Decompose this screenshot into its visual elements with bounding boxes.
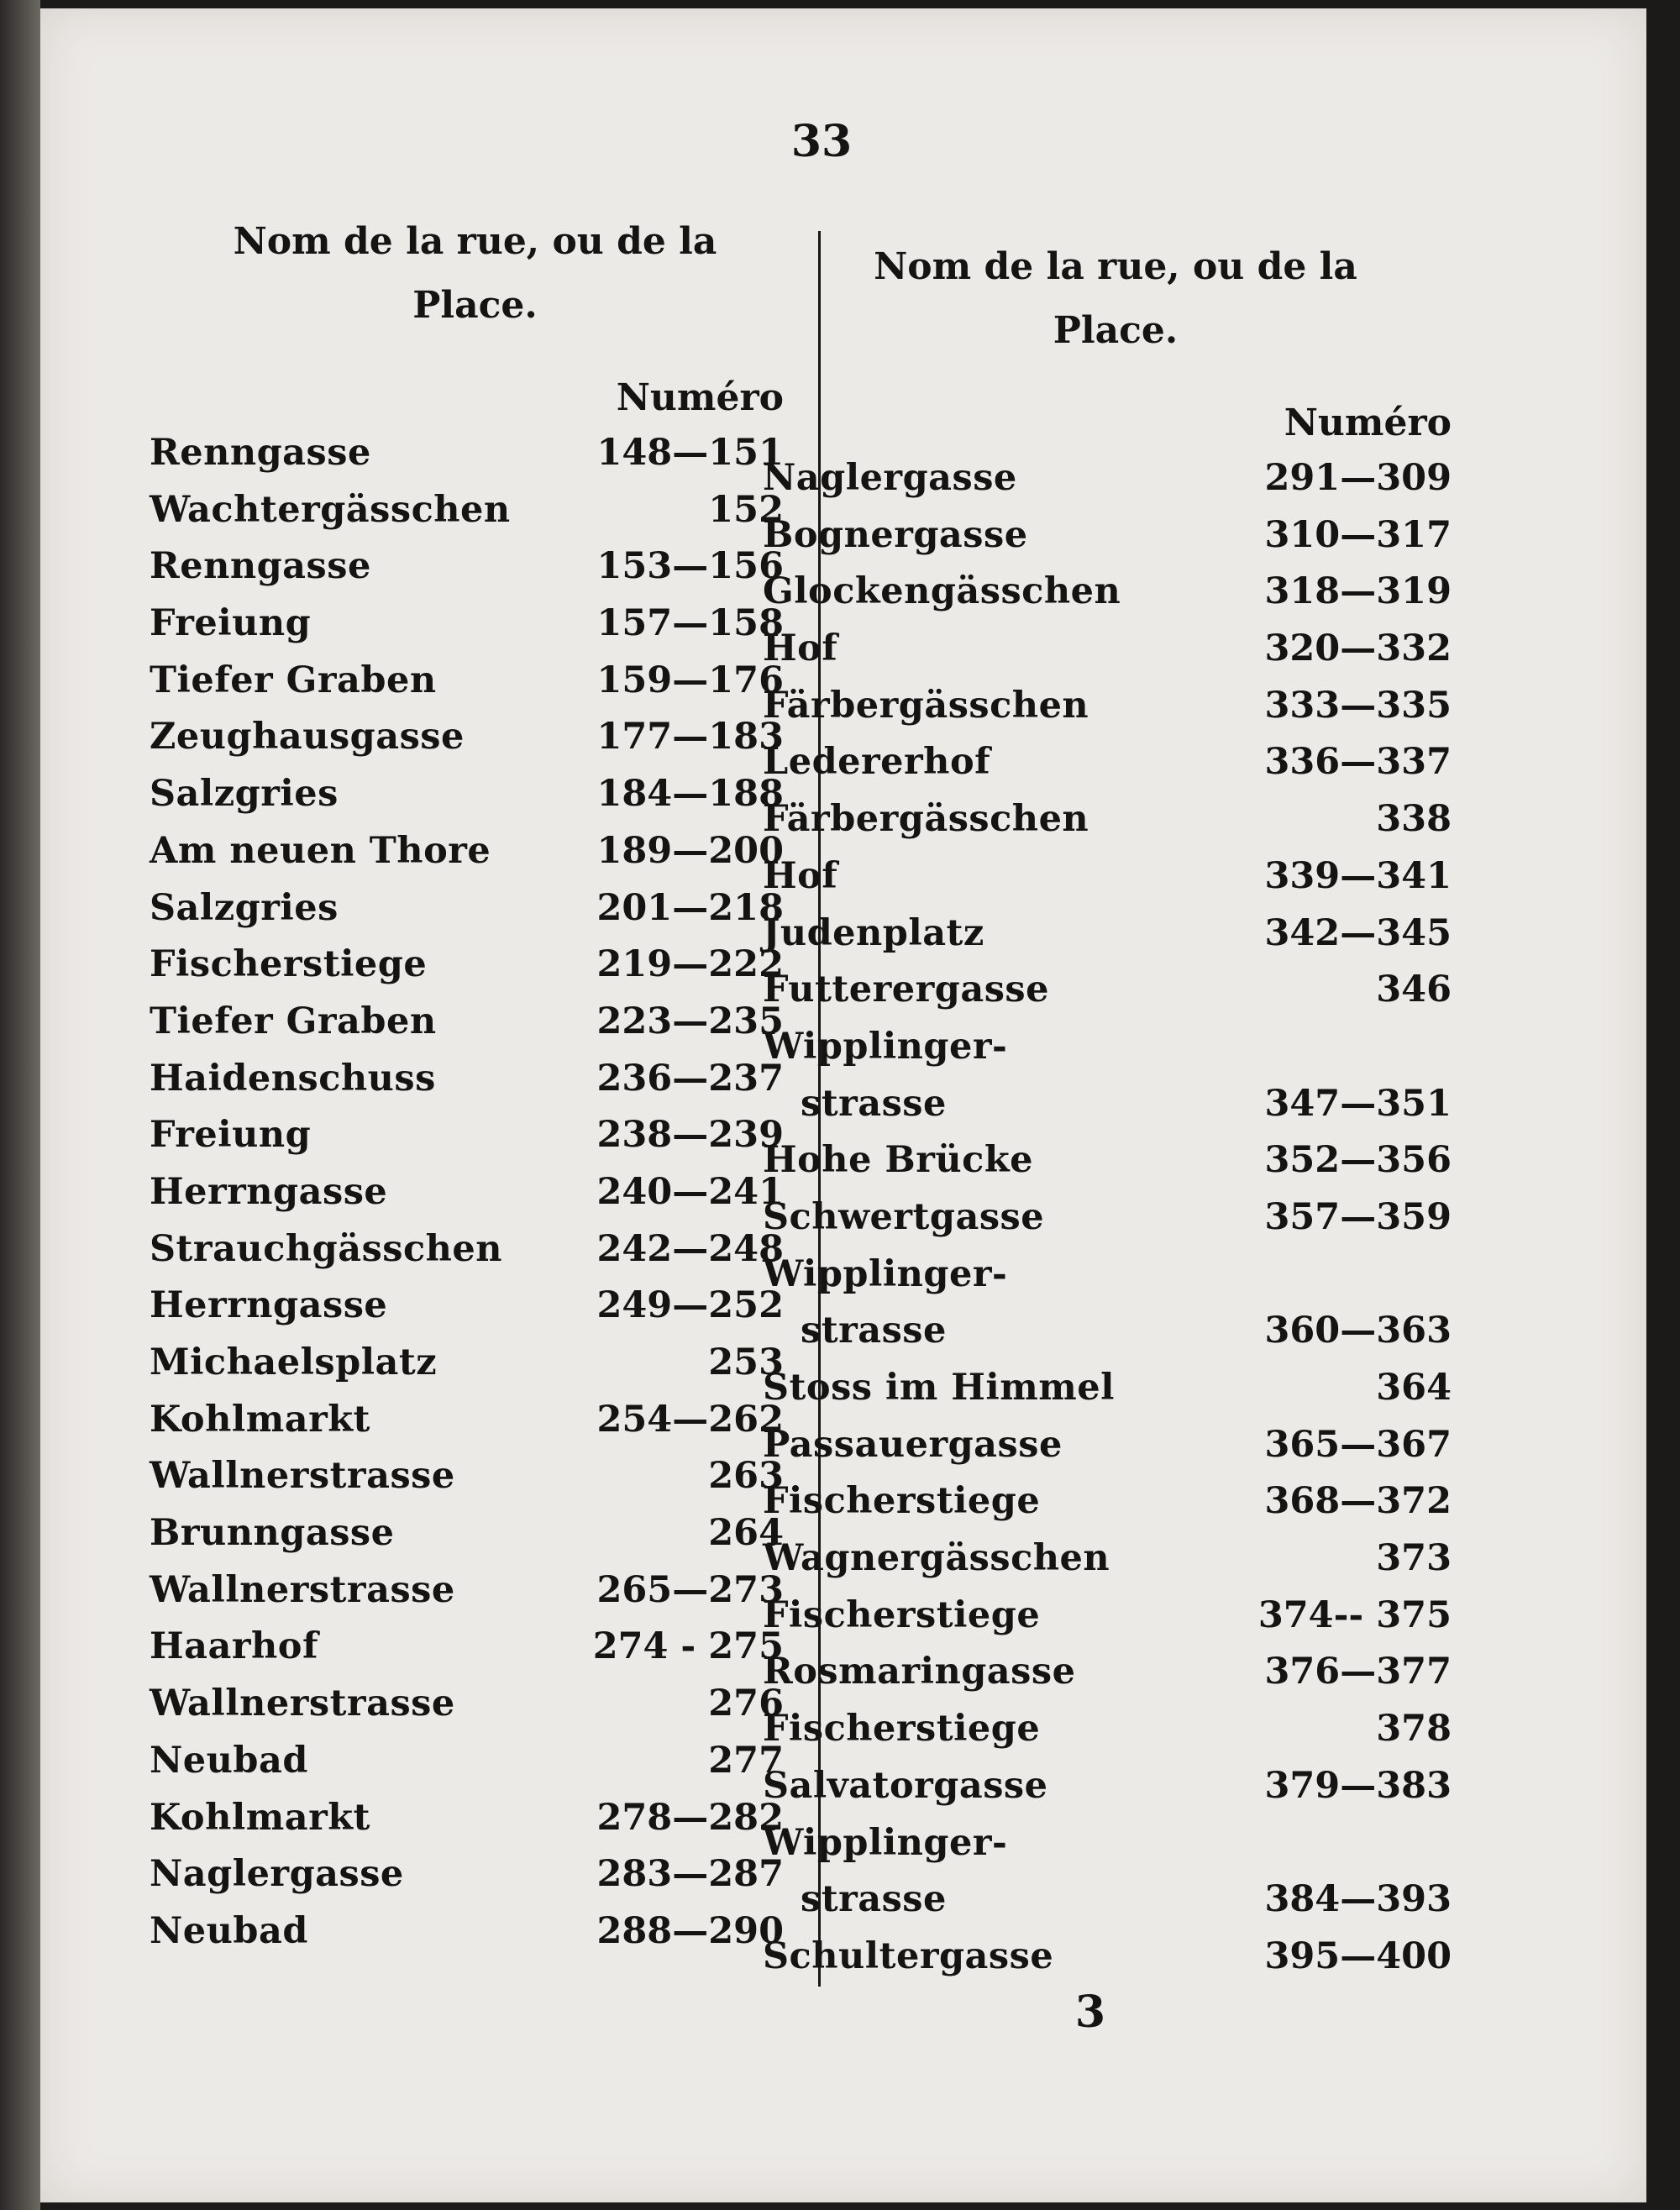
house-number-range: 346 — [1376, 969, 1452, 1011]
house-number-range: 265—273 — [596, 1568, 784, 1611]
street-row — [763, 1644, 1452, 1701]
house-number-range: 339—341 — [1264, 854, 1452, 897]
street-name: Freiung — [150, 1114, 312, 1157]
house-number-range: 288—290 — [596, 1909, 784, 1952]
street-name: Schultergasse — [763, 1934, 1054, 1977]
street-name: Kohlmarkt — [150, 1796, 370, 1839]
street-name: Naglergasse — [150, 1853, 404, 1896]
house-number-range: 336—337 — [1264, 741, 1452, 784]
street-row — [763, 791, 1452, 848]
street-name: Wallnerstrasse — [150, 1568, 455, 1611]
street-name: Judenplatz — [763, 911, 984, 954]
street-row — [763, 906, 1452, 963]
house-number-range: 276 — [708, 1682, 784, 1725]
house-number-range: 365—367 — [1264, 1423, 1452, 1466]
street-name: Bognergasse — [763, 513, 1028, 556]
right-column — [763, 235, 1452, 1986]
street-row — [150, 1562, 784, 1619]
street-row — [763, 1929, 1452, 1986]
street-row — [150, 538, 784, 596]
street-row — [150, 937, 784, 994]
street-row — [150, 482, 784, 539]
street-name: Neubad — [150, 1739, 308, 1782]
house-number-range: 364 — [1376, 1367, 1452, 1409]
street-name: Wallnerstrasse — [150, 1455, 455, 1498]
street-name: Ledererhof — [763, 741, 991, 784]
house-number-range: 240—241 — [596, 1170, 784, 1213]
street-row — [150, 1790, 784, 1847]
street-name: Wipplinger- — [763, 1821, 1008, 1864]
street-name: Hohe Brücke — [763, 1139, 1033, 1182]
street-row — [763, 1758, 1452, 1815]
house-number-range: 152 — [708, 488, 784, 531]
street-name: Hof — [763, 627, 838, 670]
street-row — [763, 621, 1452, 678]
street-row — [763, 1019, 1452, 1076]
street-name: Hof — [763, 854, 838, 897]
left-numero-label: Numéro — [616, 376, 784, 419]
street-row — [763, 1871, 1452, 1929]
street-row — [763, 1076, 1452, 1133]
street-name: Schwertgasse — [763, 1195, 1045, 1238]
street-row — [150, 1107, 784, 1164]
street-row — [150, 880, 784, 937]
street-name: strasse — [801, 1310, 947, 1352]
street-name: Zeughausgasse — [150, 716, 465, 759]
street-row — [150, 766, 784, 823]
street-row — [763, 1417, 1452, 1474]
street-row — [763, 962, 1452, 1019]
street-name: Renngasse — [150, 432, 371, 474]
street-row — [150, 1733, 784, 1790]
house-number-range: 184—188 — [596, 773, 784, 816]
street-name: Brunngasse — [150, 1512, 395, 1555]
street-name: Freiung — [150, 602, 312, 645]
house-number-range: 254—262 — [596, 1398, 784, 1441]
street-row — [150, 823, 784, 880]
street-name: Tiefer Graben — [150, 1000, 437, 1042]
street-row — [763, 507, 1452, 564]
house-number-range: 318—319 — [1264, 570, 1452, 613]
street-row — [150, 1903, 784, 1961]
street-name: Rosmaringasse — [763, 1651, 1076, 1693]
book-binding — [0, 0, 40, 2210]
house-number-range: 384—393 — [1264, 1878, 1452, 1921]
house-number-range: 360—363 — [1264, 1310, 1452, 1352]
street-row — [763, 1473, 1452, 1530]
right-column-header: Nom de la rue, ou de la Place. — [874, 245, 1357, 352]
page-number: 33 — [790, 116, 853, 167]
house-number-range: 379—383 — [1264, 1764, 1452, 1807]
street-name: Neubad — [150, 1909, 308, 1952]
house-number-range: 283—287 — [596, 1853, 784, 1896]
house-number-range: 373 — [1376, 1537, 1452, 1580]
street-name: Fischerstiege — [150, 943, 428, 986]
street-row — [763, 1247, 1452, 1304]
house-number-range: 338 — [1376, 798, 1452, 841]
street-row — [150, 1505, 784, 1562]
street-row — [763, 848, 1452, 906]
street-name: Wipplinger- — [763, 1252, 1008, 1295]
house-number-range: 357—359 — [1264, 1195, 1452, 1238]
street-name: Kohlmarkt — [150, 1398, 370, 1441]
house-number-range: 263 — [708, 1455, 784, 1498]
street-row — [763, 1530, 1452, 1588]
right-numero-label: Numéro — [1284, 402, 1452, 444]
left-column-header: Nom de la rue, ou de la Place. — [233, 220, 717, 327]
street-name: Haarhof — [150, 1625, 318, 1668]
street-name: Fischerstiege — [763, 1480, 1041, 1523]
street-row — [763, 1588, 1452, 1645]
street-name: strasse — [801, 1082, 947, 1125]
street-row — [150, 425, 784, 482]
street-row — [763, 1132, 1452, 1189]
street-row — [763, 1303, 1452, 1360]
house-number-range: 376—377 — [1264, 1651, 1452, 1693]
street-row — [763, 678, 1452, 735]
street-name: Am neuen Thore — [150, 829, 491, 872]
street-name: Fischerstiege — [763, 1708, 1041, 1751]
street-row — [150, 1392, 784, 1449]
street-name: strasse — [801, 1878, 947, 1921]
street-row — [150, 1221, 784, 1278]
street-name: Renngasse — [150, 545, 371, 588]
street-row — [150, 994, 784, 1051]
street-name: Michaelsplatz — [150, 1341, 438, 1383]
house-number-range: 368—372 — [1264, 1480, 1452, 1523]
house-number-range: 278—282 — [596, 1796, 784, 1839]
street-name: Salzgries — [150, 886, 339, 929]
street-row — [763, 734, 1452, 791]
house-number-range: 159—176 — [596, 659, 784, 701]
street-row — [150, 1335, 784, 1392]
street-name: Wachtergässchen — [150, 488, 511, 531]
house-number-range: 249—252 — [596, 1284, 784, 1327]
street-row — [763, 564, 1452, 621]
right-street-list — [763, 450, 1452, 1986]
street-name: Haidenschuss — [150, 1057, 436, 1100]
house-number-range: 238—239 — [596, 1114, 784, 1157]
house-number-range: 378 — [1376, 1708, 1452, 1751]
house-number-range: 189—200 — [596, 829, 784, 872]
house-number-range: 148—151 — [596, 432, 784, 474]
street-row — [150, 1448, 784, 1505]
street-name: Färbergässchen — [763, 684, 1089, 727]
street-name: Färbergässchen — [763, 798, 1089, 841]
house-number-range: 157—158 — [596, 602, 784, 645]
house-number-range: 253 — [708, 1341, 784, 1383]
house-number-range: 153—156 — [596, 545, 784, 588]
street-row — [763, 1189, 1452, 1247]
street-name: Naglergasse — [763, 457, 1017, 499]
house-number-range: 395—400 — [1264, 1934, 1452, 1977]
street-name: Futterergasse — [763, 969, 1049, 1011]
street-row — [150, 653, 784, 710]
house-number-range: 320—332 — [1264, 627, 1452, 670]
house-number-range: 264 — [708, 1512, 784, 1555]
street-name: Wallnerstrasse — [150, 1682, 455, 1725]
house-number-range: 219—222 — [596, 943, 784, 986]
left-column — [150, 210, 784, 1961]
house-number-range: 223—235 — [596, 1000, 784, 1042]
street-name: Wipplinger- — [763, 1025, 1008, 1068]
house-number-range: 333—335 — [1264, 684, 1452, 727]
street-row — [150, 1278, 784, 1335]
street-name: Glockengässchen — [763, 570, 1121, 613]
street-name: Stoss im Himmel — [763, 1367, 1115, 1409]
street-name: Salvatorgasse — [763, 1764, 1048, 1807]
street-name: Wagnergässchen — [763, 1537, 1110, 1580]
street-name: Fischerstiege — [763, 1593, 1041, 1636]
street-row — [150, 1619, 784, 1676]
house-number-range: 352—356 — [1264, 1139, 1452, 1182]
street-row — [763, 1815, 1452, 1872]
street-row — [150, 709, 784, 766]
house-number-range: 374-- 375 — [1257, 1593, 1452, 1636]
house-number-range: 310—317 — [1264, 513, 1452, 556]
street-row — [763, 1360, 1452, 1417]
book-page — [40, 8, 1646, 2202]
house-number-range: 277 — [708, 1739, 784, 1782]
house-number-range: 242—248 — [596, 1227, 784, 1270]
house-number-range: 177—183 — [596, 716, 784, 759]
street-name: Tiefer Graben — [150, 659, 437, 701]
street-row — [763, 450, 1452, 507]
house-number-range: 347—351 — [1264, 1082, 1452, 1125]
house-number-range: 274 - 275 — [592, 1625, 784, 1668]
street-row — [150, 1676, 784, 1733]
street-name: Herrngasse — [150, 1170, 388, 1213]
street-row — [763, 1701, 1452, 1758]
street-row — [150, 1164, 784, 1221]
street-row — [150, 1051, 784, 1108]
street-name: Herrngasse — [150, 1284, 388, 1327]
house-number-range: 291—309 — [1264, 457, 1452, 499]
house-number-range: 236—237 — [596, 1057, 784, 1100]
street-name: Strauchgässchen — [150, 1227, 503, 1270]
left-street-list — [150, 425, 784, 1961]
street-row — [150, 596, 784, 653]
footer-signature-number: 3 — [1074, 1987, 1106, 2038]
street-name: Passauergasse — [763, 1423, 1063, 1466]
street-name: Salzgries — [150, 773, 339, 816]
street-row — [150, 1846, 784, 1903]
house-number-range: 201—218 — [596, 886, 784, 929]
house-number-range: 342—345 — [1264, 911, 1452, 954]
